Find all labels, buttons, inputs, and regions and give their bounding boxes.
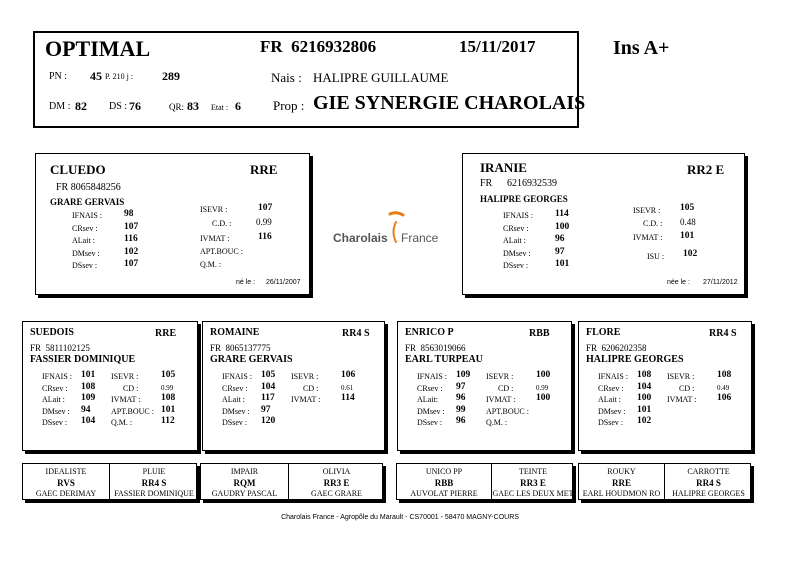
dam-isevr-label: ISEVR : [633,206,661,215]
ds-value: 76 [129,99,141,113]
sire-ivmat-label: IVMAT : [200,234,230,243]
dam-stat-label: ALait : [503,236,526,245]
grandparent-box [202,321,385,451]
grandparent-stat-value: 101 [637,404,652,415]
grandparent-breeder: EARL TURPEAU [405,354,483,365]
sire-code: RRE [250,162,278,177]
grandparent-stat-label: DSsev : [598,418,624,427]
grandparent-stat-value: 108 [81,381,96,392]
ancestor-cell [110,464,198,499]
grandparent-stat-value: 104 [81,416,96,426]
dam-id-prefix: FR [480,178,493,189]
grandparent-box [397,321,572,451]
dam-stat-value: 96 [555,234,565,244]
grandparent-stat-value: 97 [456,381,466,392]
sire-cd-label: C.D. : [212,219,232,228]
ancestor-name: TEINTE [519,467,547,476]
ancestor-owner: HALIPRE GEORGES [672,489,745,498]
ancestor-cell [397,464,492,499]
grandparent-breeder: GRARE GERVAIS [210,354,293,365]
ancestor-cell [23,464,110,499]
sire-stat-label: DSsev : [72,261,98,270]
dam-stat-label: DSsev : [503,261,529,270]
grandparent-stat-label: DSsev : [417,418,443,427]
sire-isevr-value: 107 [258,203,273,213]
grandparent-stat-value: 0.49 [717,383,730,392]
grandparent-stat-label: CD : [303,383,319,393]
logo-text-charolais: Charolais [333,231,388,245]
grandparent-stat-label: CRsev : [598,383,624,393]
grandparent-stat-value: 117 [261,393,275,403]
ancestor-name: CARROTTE [687,467,730,476]
dam-born-label: née le : [667,279,690,286]
grandparent-code: RRE [155,328,177,339]
ancestor-owner: GAEC GRARE [311,489,362,498]
dam-isu-label: ISU : [647,252,665,261]
ancestor-cell [289,464,384,499]
ancestor-name: UNICO PP [425,467,463,476]
sire-stat-value: 98 [124,209,134,219]
grandparent-stat-value: 99 [456,404,466,415]
grandparent-stat-label: ALait: [417,395,438,404]
grandparent-stat-label: IFNAIS : [417,372,448,381]
prop-value: GIE SYNERGIE CHAROLAIS [313,92,586,114]
ancestor-name: ROUKY [607,467,636,476]
grandparent-stat-label: IFNAIS : [222,372,253,381]
ancestor-code: RQM [233,478,256,488]
sire-breeder: GRARE GERVAIS [50,197,125,207]
grandparent-stat-label: DMsev : [598,406,626,416]
charolais-france-logo [330,210,450,250]
grandparent-breeder: HALIPRE GEORGES [586,354,684,365]
footer-address: Charolais France - Agropôle du Marault - CS70001 - 58470 MAGNY-COURS [281,514,519,521]
animal-grade: Ins A+ [613,37,670,59]
grandparent-code: RBB [529,328,550,339]
grandparent-stat-label: ISEVR : [111,372,139,381]
grandparent-stat-label: DMsev : [222,406,250,416]
ancestor-pair-box [200,463,383,500]
sire-apt-label: APT.BOUC : [200,247,243,256]
grandparent-stat-value: 108 [637,370,652,380]
grandparent-stat-value: 100 [637,393,652,403]
grandparent-stat-value: 100 [536,393,551,403]
grandparent-stat-value: 109 [456,370,471,380]
sire-stat-label: IFNAIS : [72,211,103,220]
sire-id: FR 8065848256 [56,182,121,193]
p210-label: P. 210 j : [105,72,134,81]
ancestor-code: RRE [611,478,631,488]
grandparent-stat-label: APT.BOUC : [486,406,529,416]
grandparent-stat-label: CD : [679,383,695,393]
grandparent-stat-label: Q.M. : [111,418,133,427]
dam-stat-value: 97 [555,246,565,257]
sire-stat-value: 116 [124,234,138,244]
grandparent-stat-label: CRsev : [42,383,68,393]
grandparent-stat-label: DMsev : [417,406,445,416]
ancestor-owner: GAUDRY PASCAL [211,489,278,498]
grandparent-stat-value: 106 [341,370,356,380]
grandparent-stat-label: IFNAIS : [42,372,73,381]
ancestor-code: RR4 S [696,478,721,488]
ancestor-name: IDEALISTE [45,467,87,476]
dam-id: 6216932539 [507,178,557,189]
grandparent-stat-value: 96 [456,416,466,426]
grandparent-stat-value: 0.61 [341,383,354,392]
dam-name: IRANIE [480,160,527,175]
dam-stat-value: 114 [555,209,569,219]
sire-stat-label: ALait : [72,236,95,245]
ancestor-owner: GAEC DERIMAY [35,489,97,498]
sire-stat-value: 107 [124,259,139,269]
grandparent-stat-value: 0.99 [536,383,549,392]
grandparent-stat-value: 97 [261,404,271,415]
animal-id: FR 6216932806 [260,37,377,56]
nais-label: Nais : [271,70,302,85]
ancestor-code: RVS [57,478,75,488]
grandparent-stat-value: 106 [717,393,732,403]
dam-stat-label: CRsev : [503,223,529,233]
grandparent-name: ENRICO P [405,327,454,338]
etat-label: Etat : [211,103,229,112]
grandparent-stat-label: CD : [498,383,514,393]
animal-name: OPTIMAL [45,36,151,61]
grandparent-stat-label: ISEVR : [667,372,695,381]
grandparent-stat-value: 120 [261,416,276,426]
prop-label: Prop : [273,98,305,113]
grandparent-stat-label: DSsev : [222,418,248,427]
qr-value: 83 [187,99,199,113]
grandparent-name: SUEDOIS [30,327,74,338]
dam-stat-value: 100 [555,221,570,232]
nais-value: HALIPRE GUILLAUME [313,70,449,85]
grandparent-box [22,321,198,451]
grandparent-stat-label: CRsev : [222,383,248,393]
grandparent-stat-label: ALait : [42,395,65,404]
grandparent-stat-value: 108 [161,393,176,403]
sire-stat-value: 102 [124,246,139,257]
qr-label: QR: [169,102,185,112]
ancestor-code: RBB [434,478,454,488]
dam-stat-value: 101 [555,259,570,269]
grandparent-stat-value: 0.99 [161,383,174,392]
grandparent-stat-value: 105 [261,370,276,380]
sire-born-label: né le : [236,279,256,286]
dam-stat-label: IFNAIS : [503,211,534,220]
sire-qm-label: Q.M. : [200,260,222,269]
dam-stat-label: DMsev : [503,248,531,258]
grandparent-id: FR 5811102125 [30,343,90,353]
dm-label: DM : [49,101,71,112]
grandparent-stat-value: 105 [161,370,176,380]
dam-cd-value: 0.48 [680,217,696,227]
dam-box [462,153,745,295]
dam-breeder: HALIPRE GEORGES [480,194,568,204]
grandparent-stat-label: IVMAT : [291,395,321,404]
ancestor-code: RR3 E [323,478,350,488]
grandparent-stat-value: 112 [161,416,175,426]
dam-isu-value: 102 [683,249,698,259]
grandparent-stat-label: IVMAT : [111,395,141,404]
ancestor-cell [665,464,752,499]
ancestor-name: IMPAIR [230,467,259,476]
grandparent-id: FR 8065137775 [210,343,271,353]
p210-value: 289 [162,69,180,83]
grandparent-id: FR 6206202358 [586,343,647,353]
sire-cd-value: 0.99 [256,217,272,227]
grandparent-stat-label: IFNAIS : [598,372,629,381]
ancestor-pair-box [22,463,197,500]
grandparent-code: RR4 S [709,328,737,339]
grandparent-stat-label: IVMAT : [667,395,697,404]
pn-value: 45 [90,69,102,83]
grandparent-stat-label: APT.BOUC : [111,406,154,416]
sire-born-date: 26/11/2007 [266,279,301,286]
grandparent-stat-value: 100 [536,370,551,380]
ancestor-pair-box [396,463,573,500]
grandparent-stat-label: DSsev : [42,418,68,427]
ancestor-owner: AUVOLAT PIERRE [410,489,478,498]
ancestor-cell [492,464,574,499]
grandparent-stat-value: 102 [637,416,652,426]
grandparent-name: FLORE [586,327,621,338]
dam-ivmat-value: 101 [680,231,695,241]
sire-ivmat-value: 116 [258,232,272,242]
grandparent-stat-label: ALait : [222,395,245,404]
dam-cd-label: C.D. : [643,219,663,228]
ancestor-name: OLIVIA [322,467,351,476]
grandparent-stat-value: 108 [717,370,732,380]
ancestor-owner: FASSIER DOMINIQUE [114,489,194,498]
dm-value: 82 [75,99,87,113]
grandparent-stat-label: DMsev : [42,406,70,416]
grandparent-stat-value: 101 [81,370,96,380]
grandparent-stat-value: 114 [341,393,355,403]
animal-header-box [33,31,670,128]
sire-stat-label: DMsev : [72,248,100,258]
sire-name: CLUEDO [50,162,106,177]
grandparent-name: ROMAINE [210,327,260,338]
grandparent-stat-value: 109 [81,393,96,403]
grandparent-stat-label: ALait : [598,395,621,404]
ancestor-name: PLUIE [142,467,166,476]
dam-ivmat-label: IVMAT : [633,233,663,242]
ancestor-cell [201,464,289,499]
sire-box [35,153,310,295]
ancestor-owner: EARL HOUDMON RO [582,489,661,498]
grandparent-stat-label: CRsev : [417,383,443,393]
sire-stat-label: CRsev : [72,223,98,233]
sire-stat-value: 107 [124,221,139,232]
grandparent-stat-value: 101 [161,404,176,415]
ancestor-cell [579,464,665,499]
ancestor-pair-box [578,463,751,500]
grandparent-stat-label: Q.M. : [486,418,508,427]
ancestor-code: RR4 S [141,478,167,488]
dam-born-date: 27/11/2012 [703,279,738,286]
dam-isevr-value: 105 [680,203,695,213]
sire-isevr-label: ISEVR : [200,205,228,214]
grandparent-stat-label: ISEVR : [291,372,319,381]
grandparent-id: FR 8563019066 [405,343,466,353]
dam-code: RR2 E [687,162,725,177]
grandparent-breeder: FASSIER DOMINIQUE [30,354,136,365]
animal-date: 15/11/2017 [459,37,536,56]
grandparent-box [578,321,752,451]
etat-value: 6 [235,99,241,113]
grandparent-stat-value: 104 [637,381,652,392]
grandparent-stat-label: CD : [123,383,139,393]
grandparent-code: RR4 S [342,328,370,339]
ds-label: DS : [109,101,128,112]
ancestor-owner: GAEC LES DEUX MET [492,489,574,498]
grandparent-stat-value: 96 [456,393,466,403]
grandparent-stat-value: 94 [81,404,91,415]
logo-text-france: France [401,231,439,245]
grandparent-stat-label: ISEVR : [486,372,514,381]
grandparent-stat-label: IVMAT : [486,395,516,404]
grandparent-stat-value: 104 [261,381,276,392]
pn-label: PN : [49,71,68,82]
ancestor-code: RR3 E [520,478,546,488]
